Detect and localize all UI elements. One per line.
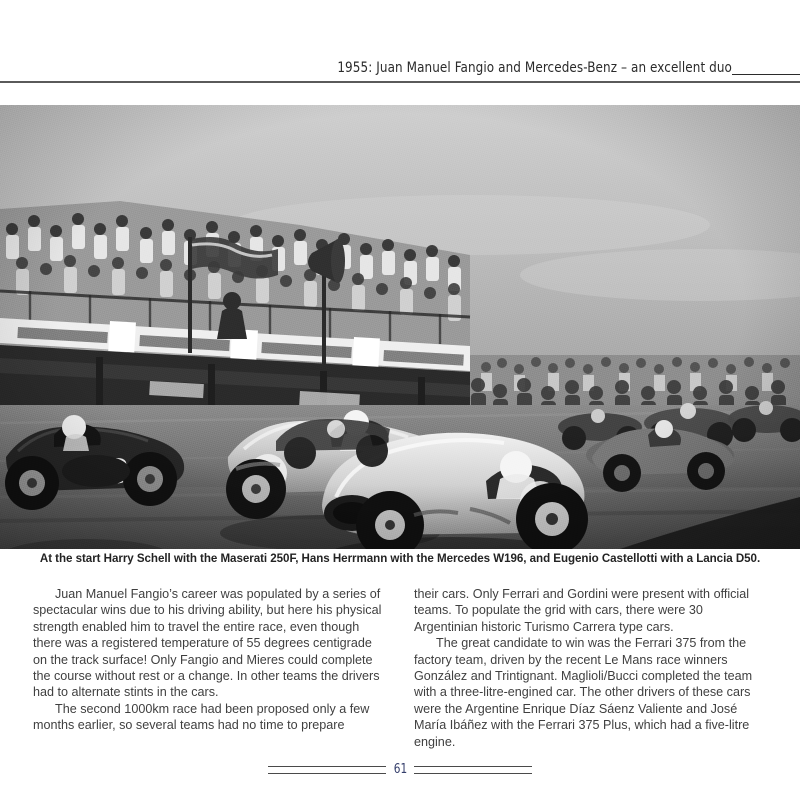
photo-illustration	[0, 105, 800, 549]
paragraph: The great candidate to win was the Ferrari 375 from the factory team, driven by the recent Le Mans race winners González and Trintignant. Maglioli/Bucci completed the team with a three-litre-engined car. The other drivers of these cars were the Argentine Enrique Díaz Sáenz Valiente and José María Ibáñez with the Ferrari 375 Plus, which had a five-litre engine.	[414, 636, 753, 749]
running-head	[0, 48, 800, 78]
page-number: 61	[393, 762, 407, 777]
folio-rule-left	[268, 766, 386, 774]
right-text-column	[414, 586, 767, 750]
paragraph: Juan Manuel Fangio’s career was populated by a series of spectacular wins due to his driving ability, but here his physical strength enabled him to travel the entire race, even though there was a registered temperature of 55 degrees centigrade on the track surface! Only Fangio and Mieres could complete the course without rest or a change. In other teams the drivers had to alternate stints in the cars.	[33, 587, 382, 700]
photo-caption: At the start Harry Schell with the Maserati 250F, Hans Herrmann with the Mercedes W196, and Eugenio Castellotti with a Lancia D50.	[39, 552, 761, 565]
page-folio	[0, 763, 800, 776]
running-head-rule	[732, 74, 800, 75]
running-head-text: 1955: Juan Manuel Fangio and Mercedes-Benz – an excellent duo	[337, 59, 732, 76]
body-text-columns	[33, 586, 767, 750]
paragraph: The second 1000km race had been proposed only a few months earlier, so several teams had no time to prepare	[33, 701, 370, 733]
header-divider-rule	[0, 81, 800, 83]
folio-rule-right	[414, 766, 532, 774]
race-start-photograph	[0, 105, 800, 549]
paragraph: their cars. Only Ferrari and Gordini were present with official teams. To populate the grid with cars, there were 30 Argentinian historic Turismo Carrera type cars.	[414, 587, 750, 634]
left-text-column	[33, 586, 386, 750]
